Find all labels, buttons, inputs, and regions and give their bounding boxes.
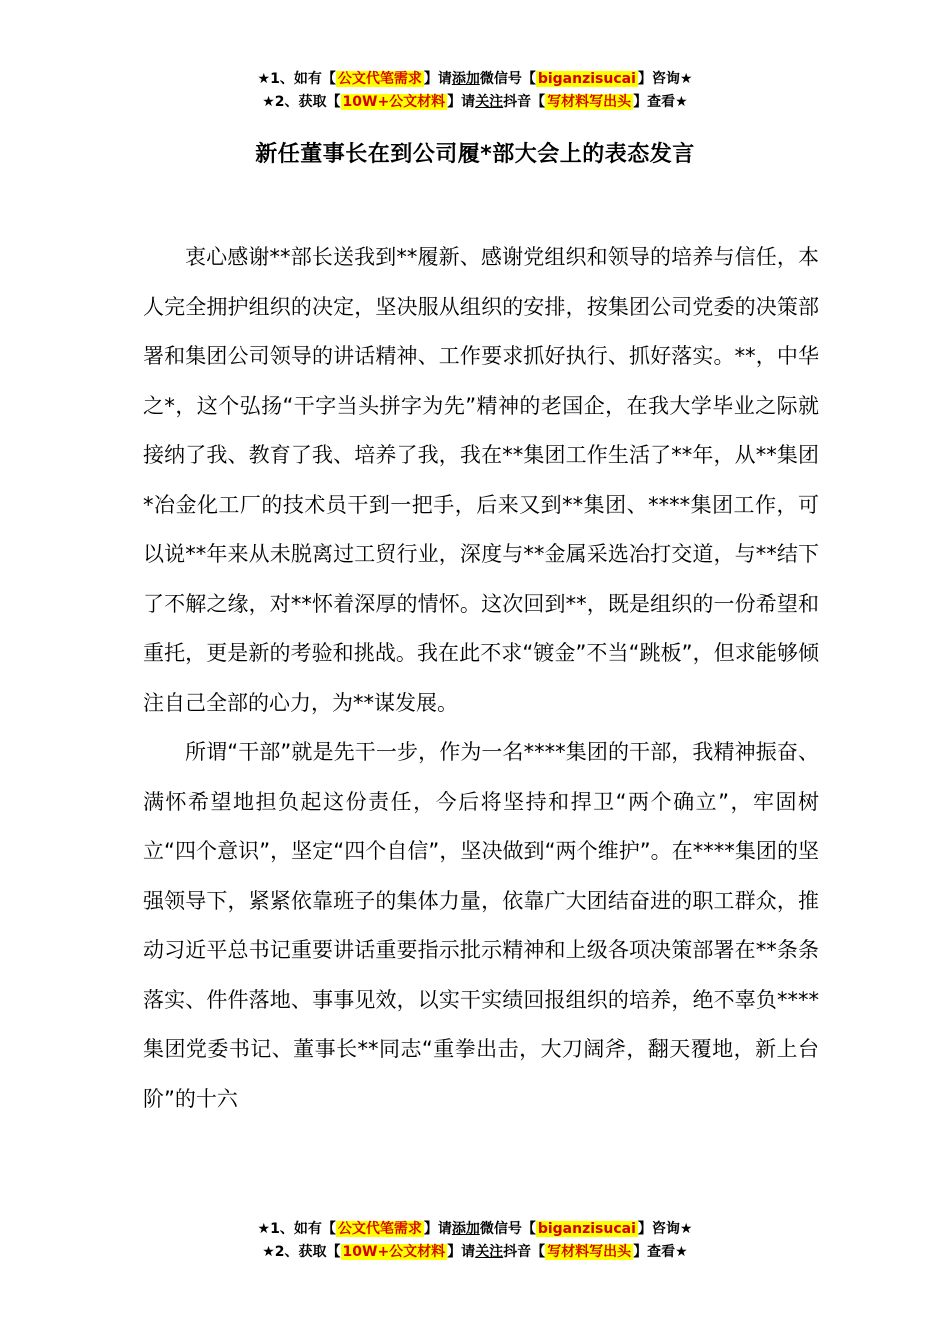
banner-wechat-id: biganzisucai [537,1221,636,1237]
banner-line-2 [0,91,950,114]
banner-text: ★1、如有【 [257,71,336,87]
banner-text: 】咨询★ [637,71,693,87]
banner-text: 】咨询★ [637,1221,693,1237]
document-title: 新任董事长在到公司履*部大会上的表态发言 [255,142,695,167]
banner-wechat-id: biganzisucai [537,71,636,87]
document-body [143,233,819,1124]
banner-text: 】请 [447,1244,476,1260]
header-banner [0,68,950,114]
banner-highlight: 10W+公文材料 [342,94,446,110]
banner-underline: 关注 [475,94,504,110]
banner-text: 微信号【 [479,1221,536,1237]
banner-highlight: 公文代笔需求 [337,1221,422,1237]
banner-text: 抖音【 [503,1244,546,1260]
footer-banner [0,1218,950,1264]
banner-underline: 添加 [451,1221,480,1237]
banner-douyin-id: 写材料写出头 [547,1244,632,1260]
banner-line-2 [0,1241,950,1264]
banner-underline: 添加 [451,71,480,87]
paragraph-2: 所谓“干部”就是先干一步，作为一名****集团的干部，我精神振奋、满怀希望地担负起这份责任，今后将坚持和捍卫“两个确立”，牢固树立“四个意识”，坚定“四个自信”，坚决做到“两个维护”。在****集团的坚强领导下，紧紧依靠班子的集体力量，依靠广大团结奋进的职工群众，推动习近平总书记重要讲话重要指示批示精神和上级各项决策部署在**条条落实、件件落地、事事见效，以实干实绩回报组织的培养，绝不辜负****集团党委书记、董事长**同志“重拳出击，大刀阔斧，翻天覆地，新上台阶”的十六 [143,740,819,1111]
banner-text: ★2、获取【 [262,94,341,110]
banner-text: 】请 [423,71,452,87]
banner-highlight: 10W+公文材料 [342,1244,446,1260]
banner-text: 】查看★ [633,94,688,110]
paragraph-1: 衷心感谢**部长送我到**履新、感谢党组织和领导的培养与信任，本人完全拥护组织的决定，坚决服从组织的安排，按集团公司党委的决策部署和集团公司领导的讲话精神、工作要求抓好执行、抓好落实。**，中华之*，这个弘扬“干字当头拼字为先”精神的老国企，在我大学毕业之际就接纳了我、教育了我、培养了我，我在**集团工作生活了**年，从**集团*冶金化工厂的技术员干到一把手，后来又到**集团、****集团工作，可以说**年来从未脱离过工贸行业，深度与**金属采选冶打交道，与**结下了不解之缘，对**怀着深厚的情怀。这次回到**，既是组织的一份希望和重托，更是新的考验和挑战。我在此不求“镀金”不当“跳板”，但求能够倾注自己全部的心力，为**谋发展。 [143,245,819,715]
banner-text: 抖音【 [503,94,546,110]
banner-text: ★2、获取【 [262,1244,341,1260]
banner-text: 微信号【 [479,71,536,87]
banner-underline: 关注 [475,1244,504,1260]
banner-douyin-id: 写材料写出头 [547,94,632,110]
banner-line-1 [0,68,950,91]
banner-highlight: 公文代笔需求 [337,71,422,87]
banner-text: 】请 [423,1221,452,1237]
banner-text: ★1、如有【 [257,1221,336,1237]
banner-text: 】请 [447,94,476,110]
banner-line-1 [0,1218,950,1241]
banner-text: 】查看★ [633,1244,688,1260]
